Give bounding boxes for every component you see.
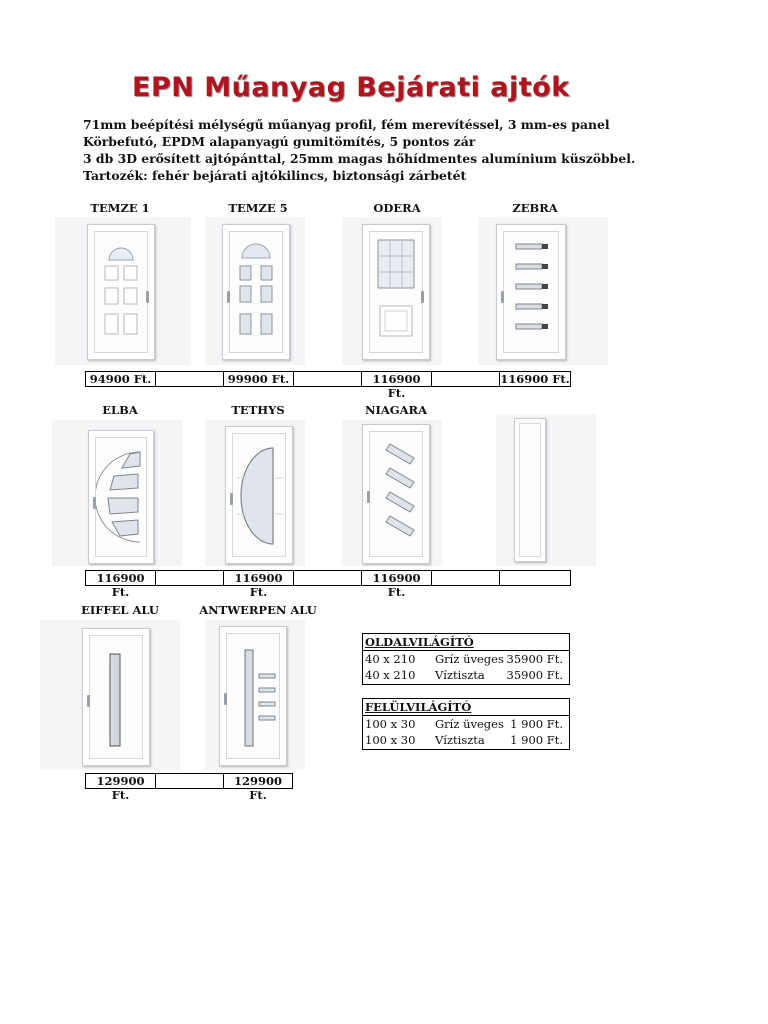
price-zebra: 116900 Ft. [500,372,570,386]
door-image-antwerpen-alu [205,620,305,770]
door-label-eiffel-alu: EIFFEL ALU [81,603,159,617]
door-image-eiffel-alu [40,620,180,770]
price-spacer [156,372,224,386]
table-oldalvilagito [362,633,570,685]
door-label-odera: ODERA [373,201,421,215]
price-tethys: 116900 Ft. [224,571,294,585]
door-label-tethys: TETHYS [231,403,285,417]
size-cell: 40 x 210 [365,668,416,682]
glass-type-cell: Gríz üveges [435,652,504,666]
price-cell: 35900 Ft. [506,652,563,666]
door-image-elba [52,420,182,566]
price-spacer [294,372,362,386]
price-bar-row3 [85,773,293,802]
door-image-temze5 [205,217,305,365]
price-cell: 1 900 Ft. [510,733,563,747]
size-cell: 100 x 30 [365,717,416,731]
size-cell: 100 x 30 [365,733,416,747]
price-cell: 35900 Ft. [506,668,563,682]
price-spacer [156,774,224,788]
table-heading-oldalvilagito: OLDALVILÁGÍTÓ [365,635,474,649]
door-image-niagara [342,420,442,566]
price-spacer [156,571,224,585]
price-odera: 116900 Ft. [362,372,432,386]
intro-line-3: 3 db 3D erősített ajtópánttal, 25mm magas hőhídmentes alumínium küszöbbel. [83,151,636,166]
glass-type-cell: Víztiszta [435,668,485,682]
price-bar-row2 [85,570,571,599]
intro-line-2: Körbefutó, EPDM alapanyagú gumitömítés, 5 pontos zár [83,134,476,149]
door-image-tethys [205,420,305,566]
price-bar-row1 [85,371,571,400]
price-temze1: 94900 Ft. [86,372,156,386]
door-label-niagara: NIAGARA [364,403,428,417]
glass-type-cell: Víztiszta [435,733,485,747]
page-title: EPN Műanyag Bejárati ajtók [132,72,570,103]
price-elba: 116900 Ft. [86,571,156,585]
intro-line-4: Tartozék: fehér bejárati ajtókilincs, biztonsági zárbetét [83,168,467,183]
door-image-temze1 [55,217,191,365]
size-cell: 40 x 210 [365,652,416,666]
price-temze5: 99900 Ft. [224,372,294,386]
price-eiffel-alu: 129900 Ft. [86,774,156,788]
table-row [365,651,567,667]
intro-text [83,116,643,184]
door-image-odera [342,217,442,365]
table-row [365,667,567,683]
price-spacer [432,372,500,386]
table-felulvilagito [362,698,570,750]
price-antwerpen-alu: 129900 Ft. [233,774,282,802]
price-spacer [500,571,570,585]
price-spacer [432,571,500,585]
price-niagara: 116900 Ft. [362,571,432,585]
intro-line-1: 71mm beépítési mélységű műanyag profil, fém merevítéssel, 3 mm-es panel [83,117,610,132]
door-label-antwerpen-alu: ANTWERPEN ALU [199,603,317,617]
glass-type-cell: Gríz üveges [435,717,504,731]
table-heading-felulvilagito: FELÜLVILÁGÍTÓ [365,700,472,714]
door-label-zebra: ZEBRA [512,201,558,215]
price-spacer [294,571,362,585]
price-cell: 1 900 Ft. [510,717,563,731]
table-row [365,716,567,732]
door-label-temze1: TEMZE 1 [90,201,150,215]
side-light-image [496,414,596,566]
door-label-elba: ELBA [102,403,138,417]
door-label-temze5: TEMZE 5 [228,201,288,215]
table-row [365,732,567,748]
door-image-zebra [478,217,608,365]
